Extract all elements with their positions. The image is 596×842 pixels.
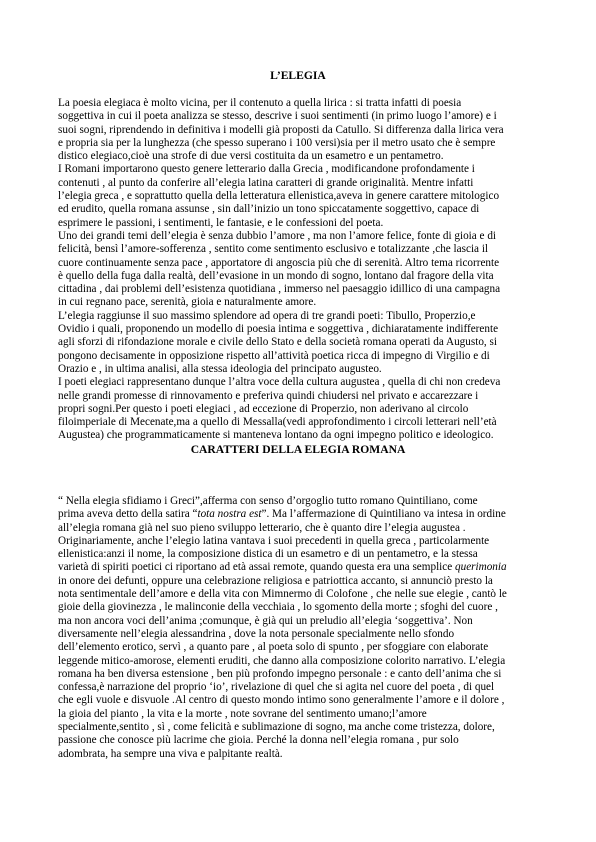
text-line: filoimperiale di Mecenate,ma a quello di Messalla(vedi approfondimento i circoli letterari nell’età	[58, 416, 497, 429]
text-line: e propria sia per la lunghezza (che spesso superano i 100 versi)sia per il metro usato che è sempre	[58, 136, 496, 149]
text-line: L’elegia raggiunse il suo massimo splendore ad opera di tre grandi poeti: Tibullo, Properzio,e	[58, 309, 476, 322]
text-line: contenuti , al punto da conferire all’elegia latina caratteri di grande originalità. Mentre infatti	[58, 176, 474, 189]
text-line: Ovidio i quali, proponendo un modello di poesia intima e soggettiva , dichiaratamente indifferente	[58, 323, 499, 336]
text-line: I poeti elegiaci rappresentano dunque l’altra voce della cultura augustea , quella di chi non credeva	[58, 376, 501, 389]
text-line: nota sentimentale dell’amore e della vita con Mimnermo di Colofone , che nelle sue elegie , cantò le	[58, 588, 507, 601]
text-line: adombrata, ha sempre una viva e palpitante realtà.	[58, 747, 283, 760]
text-line: Uno dei grandi temi dell’elegia è senza dubbio l’amore , ma non l’amore felice, fonte di gioia e di	[58, 229, 497, 242]
text-line: diversamente nell’elegia alessandrina , dove la nota personale specialmente nello sfondo	[58, 627, 455, 640]
text-line: nelle grandi promesse di rinnovamento e preferiva quindi chiudersi nel privato e accarezzare i	[58, 389, 479, 402]
text-line: in cui regnano pace, serenità, gioia e naturalmente amore.	[58, 296, 317, 309]
text-line: l’elegia greca , e soprattutto quella della letteratura ellenistica,aveva in genere carattere mitologico	[58, 190, 500, 203]
text-line	[58, 508, 558, 521]
text-line: propri sogni.Per questo i poeti elegiaci , ad eccezione di Properzio, non aderivano al circolo	[58, 402, 469, 415]
section-elegia-body	[58, 97, 558, 443]
text-line: che egli vuole e disvuole .Al centro di questo mondo intimo sono generalmente l’amore e il dolore ,	[58, 694, 505, 707]
text-line: “ Nella elegia sfidiamo i Greci”,afferma con senso d’orgoglio tutto romano Quintiliano, come	[58, 495, 478, 507]
text-line: Originariamente, anche l’elegio latina vantava i suoi precedenti in quella greca , particolarmente	[58, 534, 490, 547]
text-segment: varietà di spiriti poetici ci riportano ad età assai remote, quando questa era una semplice	[58, 561, 456, 574]
text-line: romana ha ben diversa estensione , ben più profondo impegno personale : e canto dell’anima che si	[58, 667, 502, 680]
text-line: suoi sogni, riprendendo in definitiva i modelli già proposti da Catullo. Si differenza dalla lirica vera	[58, 123, 504, 136]
text-line: La poesia elegiaca è molto vicina, per il contenuto a quella lirica : si tratta infatti di poesia	[58, 97, 462, 109]
text-line: cittadina , dai problemi dell’esistenza quotidiana , immerso nel paesaggio idillico di una campagna	[58, 283, 501, 296]
text-line: soggettiva in cui il poeta analizza se stesso, descrive i suoi sentimenti (in primo luogo l’amore) e i	[58, 110, 497, 123]
text-line: distico elegiaco,cioè una strofe di due versi costituita da un esametro e un pentametro.	[58, 150, 444, 163]
italic-term: tota nostra est	[197, 508, 262, 521]
document-title: L’ELEGIA	[270, 69, 326, 82]
text-segment: prima aveva detto della satira “	[58, 508, 198, 521]
section-heading: CARATTERI DELLA ELEGIA ROMANA	[190, 443, 406, 456]
text-line: I Romani importarono questo genere letterario dalla Grecia , modificandone profondamente i	[58, 163, 475, 176]
text-line: ed erudito, quella romana assunse , sin dall’inizio un tono spiccatamente soggettivo, capace di	[58, 203, 480, 216]
text-line: ellenistica:anzi il nome, la composizione distica di un esametro e di un pentametro, e la stessa	[58, 548, 478, 561]
text-line: Augustea) che programmaticamente si manteneva lontano da ogni impegno politico e ideologico.	[58, 429, 494, 442]
text-line: dell’elemento erotico, servì , a quanto pare , al poeta solo di spunto , per sfoggiare con elaborate	[58, 641, 489, 654]
text-line: agli sforzi di rifondazione morale e civile dello Stato e della società romana operati da Augusto, si	[58, 336, 497, 349]
text-line: esprimere le passioni, i sentimenti, le fantasie, e le confessioni del poeta.	[58, 216, 384, 229]
text-line: passione che conosce più lacrime che gioia. Perché la donna nell’elegia romana , pur solo	[58, 734, 459, 747]
text-line: all’elegia romana già nel suo pieno sviluppo letterario, che è quanto dire l’elegia augustea .	[58, 521, 466, 534]
text-line: in onore dei defunti, oppure una celebrazione religiosa e patriottica accanto, si annunciò presto la	[58, 574, 493, 587]
text-line: specialmente,sentito , sì , come felicità e sublimazione di sogno, ma anche come tristezza, dolore,	[58, 721, 495, 734]
text-line	[58, 561, 558, 574]
text-line: ma non ancora voci dell’anima ;comunque, è già qui un preludio all’elegia ‘soggettiva’. Non	[58, 614, 473, 627]
text-line: felicità, bensì l’amore-sofferenza , sentito come sentimento esclusivo e totalizzante ,che lascia il	[58, 243, 489, 256]
text-line: gioie della giovinezza , le malinconie della vecchiaia , lo sgomento della morte ; sfoghi del cuore ,	[58, 601, 498, 614]
italic-term: querimonia	[455, 561, 507, 574]
text-line: la gioia del pianto , la vita e la morte , note sovrane del sentimento umano;l’amore	[58, 707, 427, 720]
text-line: leggende mitico-amorose, elementi eruditi, che danno alla composizione colorito narrativo. L’elegia	[58, 654, 506, 667]
text-line: cuore continuamente senza pace , apportatore di angoscia più che di serenità. Altro tema ricorrente	[58, 256, 500, 269]
text-line: pongono decisamente in opposizione rispetto all’attività poetica ricca di impegno di Virgilio e di	[58, 349, 490, 362]
text-line: Orazio e , in ultima analisi, alla stessa ideologia del principato augusteo.	[58, 362, 382, 375]
text-line: è quello della fuga dalla realtà, dell’evasione in un mondo di sogno, lontano dal fragore della vita	[58, 269, 494, 282]
section-caratteri-body	[58, 495, 558, 761]
text-segment: ”. Ma l’affermazione di Quintiliano va intesa in ordine	[261, 508, 506, 521]
text-line: confessa,è narrazione del proprio ‘io’, rivelazione di quel che si agita nel cuore del poeta , di quel	[58, 681, 495, 694]
